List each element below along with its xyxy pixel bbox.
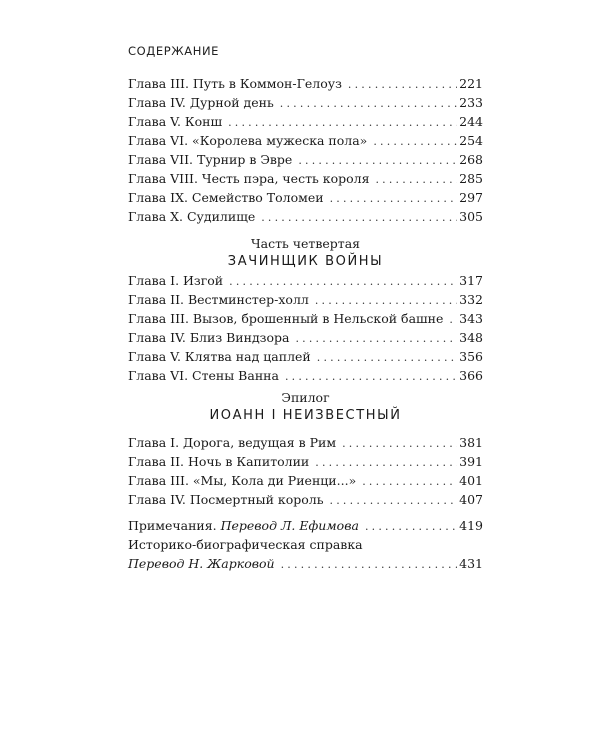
dot-leader (285, 367, 457, 386)
dot-leader (281, 555, 458, 574)
toc-entry[interactable] (128, 207, 483, 226)
toc-entry-title: Глава IX. Семейство Толомеи (128, 190, 324, 205)
dot-leader (317, 348, 457, 367)
notes-label: Примечания. (128, 518, 221, 533)
dot-leader (315, 453, 457, 472)
toc-entry[interactable] (128, 150, 483, 169)
toc-entry-title: Глава V. Конш (128, 114, 223, 129)
toc-entry-page: 431 (459, 556, 483, 571)
dot-leader (228, 113, 457, 132)
toc-entry[interactable] (128, 290, 483, 309)
reference-translator: Перевод Н. Жарковой (128, 556, 275, 571)
toc-entry-title: Глава V. Клятва над цаплей (128, 349, 311, 364)
epilogue-heading (128, 390, 483, 425)
notes-translator: Перевод Л. Ефимова (220, 518, 359, 533)
toc-entry-title: Глава I. Изгой (128, 273, 224, 288)
toc-entry[interactable] (128, 188, 483, 207)
toc-entry-title: Глава III. Путь в Коммон-Гелоуз (128, 76, 342, 91)
toc-entry-page: 268 (459, 152, 483, 167)
dot-leader (449, 310, 457, 329)
dot-leader (342, 434, 457, 453)
toc-entry[interactable] (128, 471, 483, 490)
toc-entry[interactable] (128, 74, 483, 93)
toc-entry-title: Глава VI. Стены Ванна (128, 368, 279, 383)
toc-entry-page: 305 (459, 209, 483, 224)
toc-entry-page: 419 (459, 518, 483, 533)
part4-title: ЗАЧИНЩИК ВОЙНЫ (227, 254, 384, 269)
toc-entry[interactable] (128, 93, 483, 112)
toc-entry-page: 332 (459, 292, 483, 307)
toc-entry-page: 233 (459, 95, 483, 110)
toc-entry[interactable] (128, 366, 483, 385)
toc-entry[interactable] (128, 112, 483, 131)
dot-leader (330, 491, 458, 510)
toc-entry[interactable] (128, 433, 483, 452)
dot-leader (330, 189, 458, 208)
toc-entry-page: 391 (459, 454, 483, 469)
part4-subtitle: Часть четвертая (250, 236, 361, 251)
backmatter-list (128, 516, 483, 573)
reference-label[interactable]: Историко-биографическая справка (128, 537, 363, 552)
dot-leader (315, 291, 457, 310)
toc-entry-reference[interactable] (128, 554, 483, 573)
toc-entry-title: Глава II. Ночь в Капитолии (128, 454, 310, 469)
toc-entry-title: Глава I. Дорога, ведущая в Рим (128, 435, 337, 450)
toc-entry-title: Глава VII. Турнир в Эвре (128, 152, 293, 167)
toc-entry-page: 254 (459, 133, 483, 148)
toc-entry[interactable] (128, 328, 483, 347)
epilogue-chapter-list (128, 433, 483, 509)
toc-entry-page: 285 (459, 171, 483, 186)
part4-chapter-list (128, 271, 483, 385)
toc-entry-page: 407 (459, 492, 483, 507)
dot-leader (295, 329, 457, 348)
part3-chapter-list (128, 74, 483, 226)
toc-entry[interactable] (128, 271, 483, 290)
toc-entry-title: Глава IV. Дурной день (128, 95, 274, 110)
running-head: СОДЕРЖАНИЕ (128, 44, 220, 58)
toc-entry-title: Глава VIII. Честь пэра, честь короля (128, 171, 370, 186)
toc-entry-page: 297 (459, 190, 483, 205)
toc-entry-title: Глава VI. «Королева мужеска пола» (128, 133, 368, 148)
dot-leader (298, 151, 457, 170)
dot-leader (373, 132, 457, 151)
toc-entry-page: 221 (459, 76, 483, 91)
toc-entry-page: 356 (459, 349, 483, 364)
dot-leader (348, 75, 457, 94)
toc-entry-page: 401 (459, 473, 483, 488)
dot-leader (375, 170, 457, 189)
toc-entry-title: Глава III. «Мы, Кола ди Риенци...» (128, 473, 357, 488)
toc-entry-title (128, 516, 359, 535)
epilogue-title: ИОАНН I НЕИЗВЕСТНЫЙ (209, 408, 402, 423)
toc-entry-page: 348 (459, 330, 483, 345)
toc-entry-title: Глава IV. Близ Виндзора (128, 330, 290, 345)
toc-entry[interactable] (128, 309, 483, 328)
toc-entry-page: 366 (459, 368, 483, 383)
toc-entry-title: Глава IV. Посмертный король (128, 492, 324, 507)
epilogue-subtitle: Эпилог (281, 390, 330, 405)
toc-entry[interactable] (128, 347, 483, 366)
toc-entry-title: Глава X. Судилище (128, 209, 256, 224)
toc-entry[interactable] (128, 131, 483, 150)
dot-leader (280, 94, 457, 113)
toc-entry[interactable] (128, 169, 483, 188)
toc-entry[interactable] (128, 452, 483, 471)
dot-leader (261, 208, 457, 227)
toc-entry-notes[interactable] (128, 516, 483, 535)
toc-entry-page: 343 (459, 311, 483, 326)
toc-entry-page: 244 (459, 114, 483, 129)
toc-entry[interactable] (128, 490, 483, 509)
toc-entry-title: Глава II. Вестминстер-холл (128, 292, 309, 307)
toc-entry-title: Глава III. Вызов, брошенный в Нельской башне (128, 311, 444, 326)
part4-heading (128, 236, 483, 271)
toc-entry-page: 317 (459, 273, 483, 288)
toc-entry-page: 381 (459, 435, 483, 450)
dot-leader (362, 472, 457, 491)
dot-leader (229, 272, 457, 291)
dot-leader (365, 517, 457, 536)
